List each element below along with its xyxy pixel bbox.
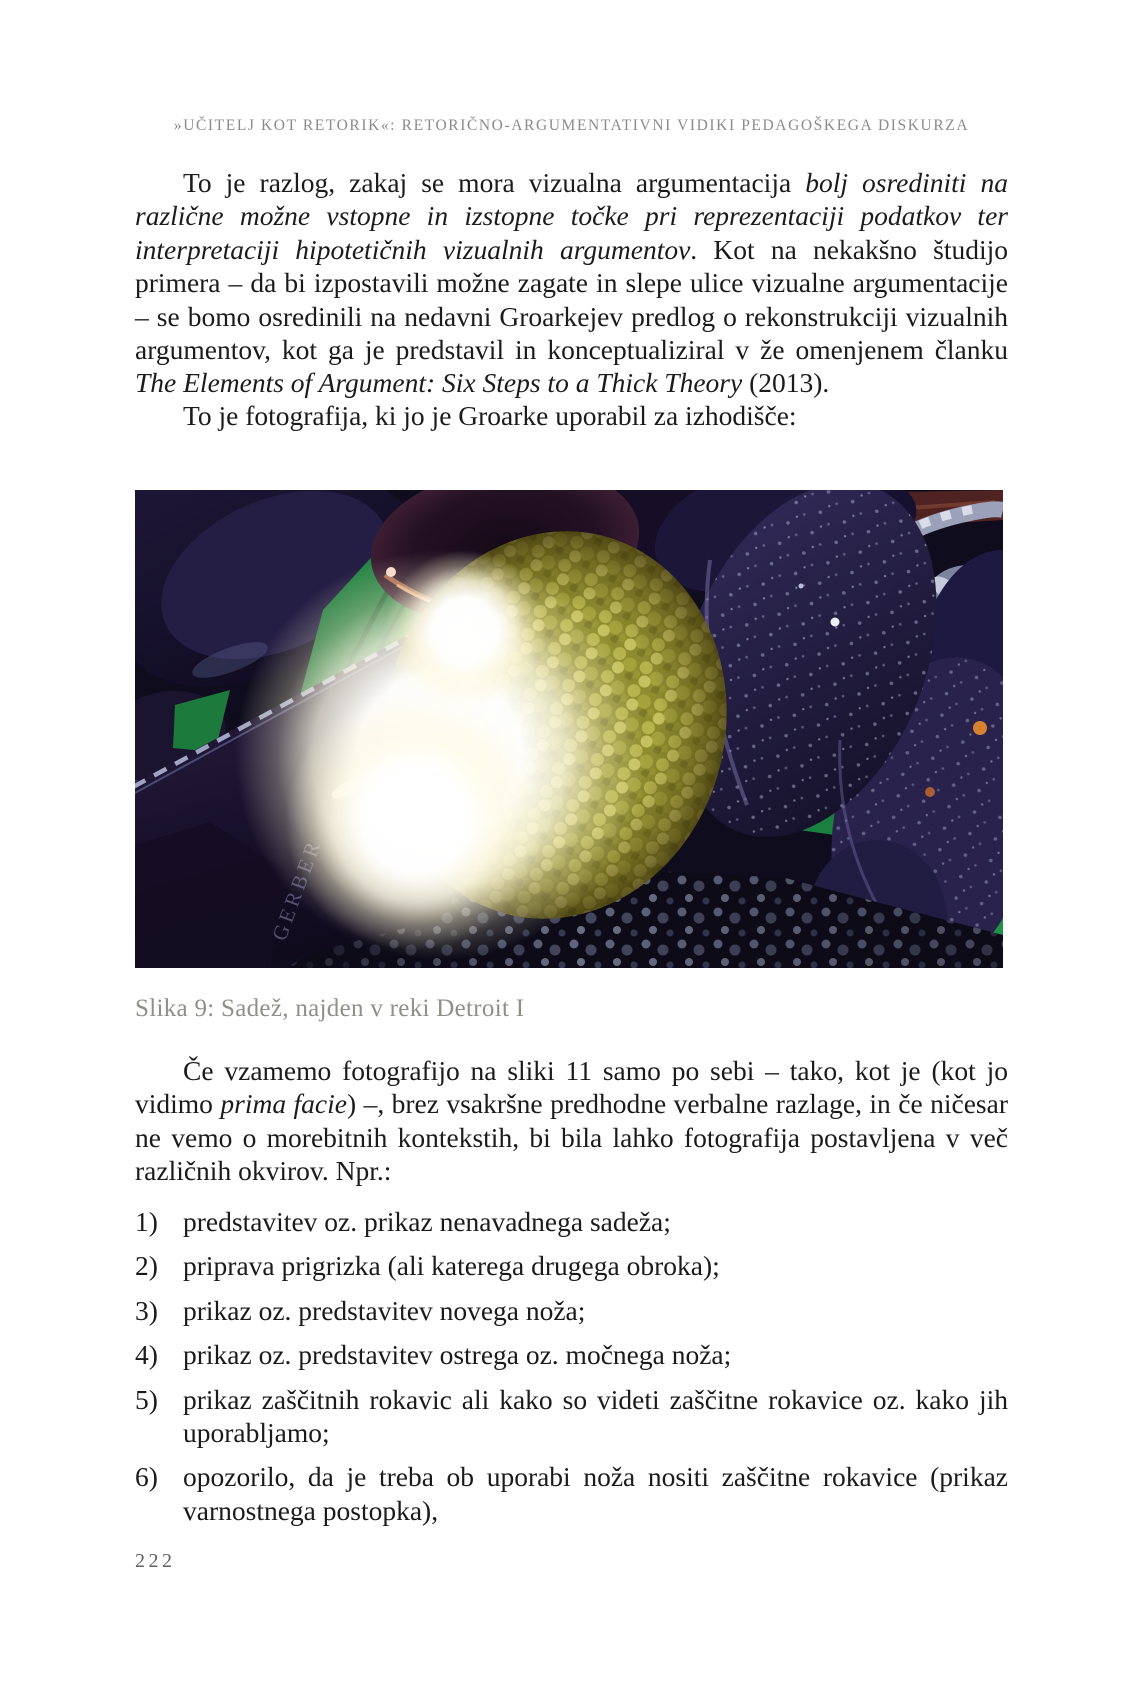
text-segment: To je razlog, zakaj se mora vizualna argumentacija [183, 167, 806, 198]
list-item [135, 1460, 1008, 1527]
list-item [135, 1294, 1008, 1327]
text-segment: . Kot na nekakšno študijo primera – da bi izpostavili možne zagate in slepe ulice vizualne argumentacije – se bomo osredinili na nedavni Groarkejev predlog o rekonstrukciji vizualnih argumentov, kot ga je predstavil in konceptualiziral v že omenjenem članku [135, 233, 1008, 366]
list-item-number: 4) [135, 1339, 158, 1371]
list-item [135, 1205, 1008, 1238]
paragraph-photo-intro: To je fotografija, ki jo je Groarke uporabil za izhodišče: [183, 400, 797, 431]
list-item-text: prikaz oz. predstavitev novega noža; [183, 1294, 586, 1326]
list-item [135, 1338, 1008, 1371]
italic-segment: The Elements of Argument: Six Steps to a Thick Theory [135, 367, 743, 399]
list-item-text: priprava prigrizka (ali katerega drugega obroka); [183, 1250, 720, 1282]
framing-list [135, 1205, 1008, 1538]
light-glow [235, 550, 645, 960]
text-segment: (2013). [742, 367, 830, 399]
photo-canvas [135, 490, 1003, 968]
list-item-text: predstavitev oz. prikaz nenavadnega sadeža; [183, 1206, 671, 1237]
list-item-number: 3) [135, 1294, 158, 1326]
italic-segment: bolj osrediniti na različne možne vstopne in izstopne točke pri reprezentaciji podatkov ter interpretaciji hipotetičnih vizualnih argumentov [135, 167, 1008, 265]
list-item-number: 6) [135, 1461, 158, 1493]
list-item [135, 1249, 1008, 1282]
list-item-text: prikaz oz. predstavitev ostrega oz. močnega noža; [183, 1339, 732, 1371]
list-item [135, 1383, 1008, 1450]
italic-segment: prima facie [220, 1088, 347, 1120]
paragraph-visual-argumentation [135, 166, 1008, 400]
list-item-text: prikaz zaščitnih rokavic ali kako so videti zaščitne rokavice oz. kako jih uporabljamo; [183, 1383, 1008, 1449]
list-item-text: opozorilo, da je treba ob uporabi noža nositi zaščitne rokavice (prikaz varnostnega postopka), [183, 1461, 1008, 1526]
list-item-number: 2) [135, 1250, 158, 1282]
text-segment: ) –, brez vsakršne predhodne verbalne razlage, in če ničesar ne vemo o morebitnih kontekstih, bi bila lahko fotografija postavljena v več različnih okvirov. Npr.: [135, 1088, 1008, 1187]
running-header: »UČITELJ KOT RETORIK«: RETORIČNO-ARGUMENTATIVNI VIDIKI PEDAGOŠKEGA DISKURZA [173, 117, 970, 134]
figure-caption: Slika 9: Sadež, najden v reki Detroit I [135, 995, 525, 1022]
paragraph-prima-facie [135, 1054, 1008, 1188]
figure-photo-fruit-detroit [135, 490, 1003, 968]
text-segment: Če vzamemo fotografijo na sliki 11 samo po sebi – tako, kot je (kot jo vidimo [135, 1055, 1008, 1120]
list-item-number: 5) [135, 1383, 158, 1415]
page-number: 222 [135, 1550, 176, 1572]
list-item-number: 1) [135, 1206, 158, 1237]
